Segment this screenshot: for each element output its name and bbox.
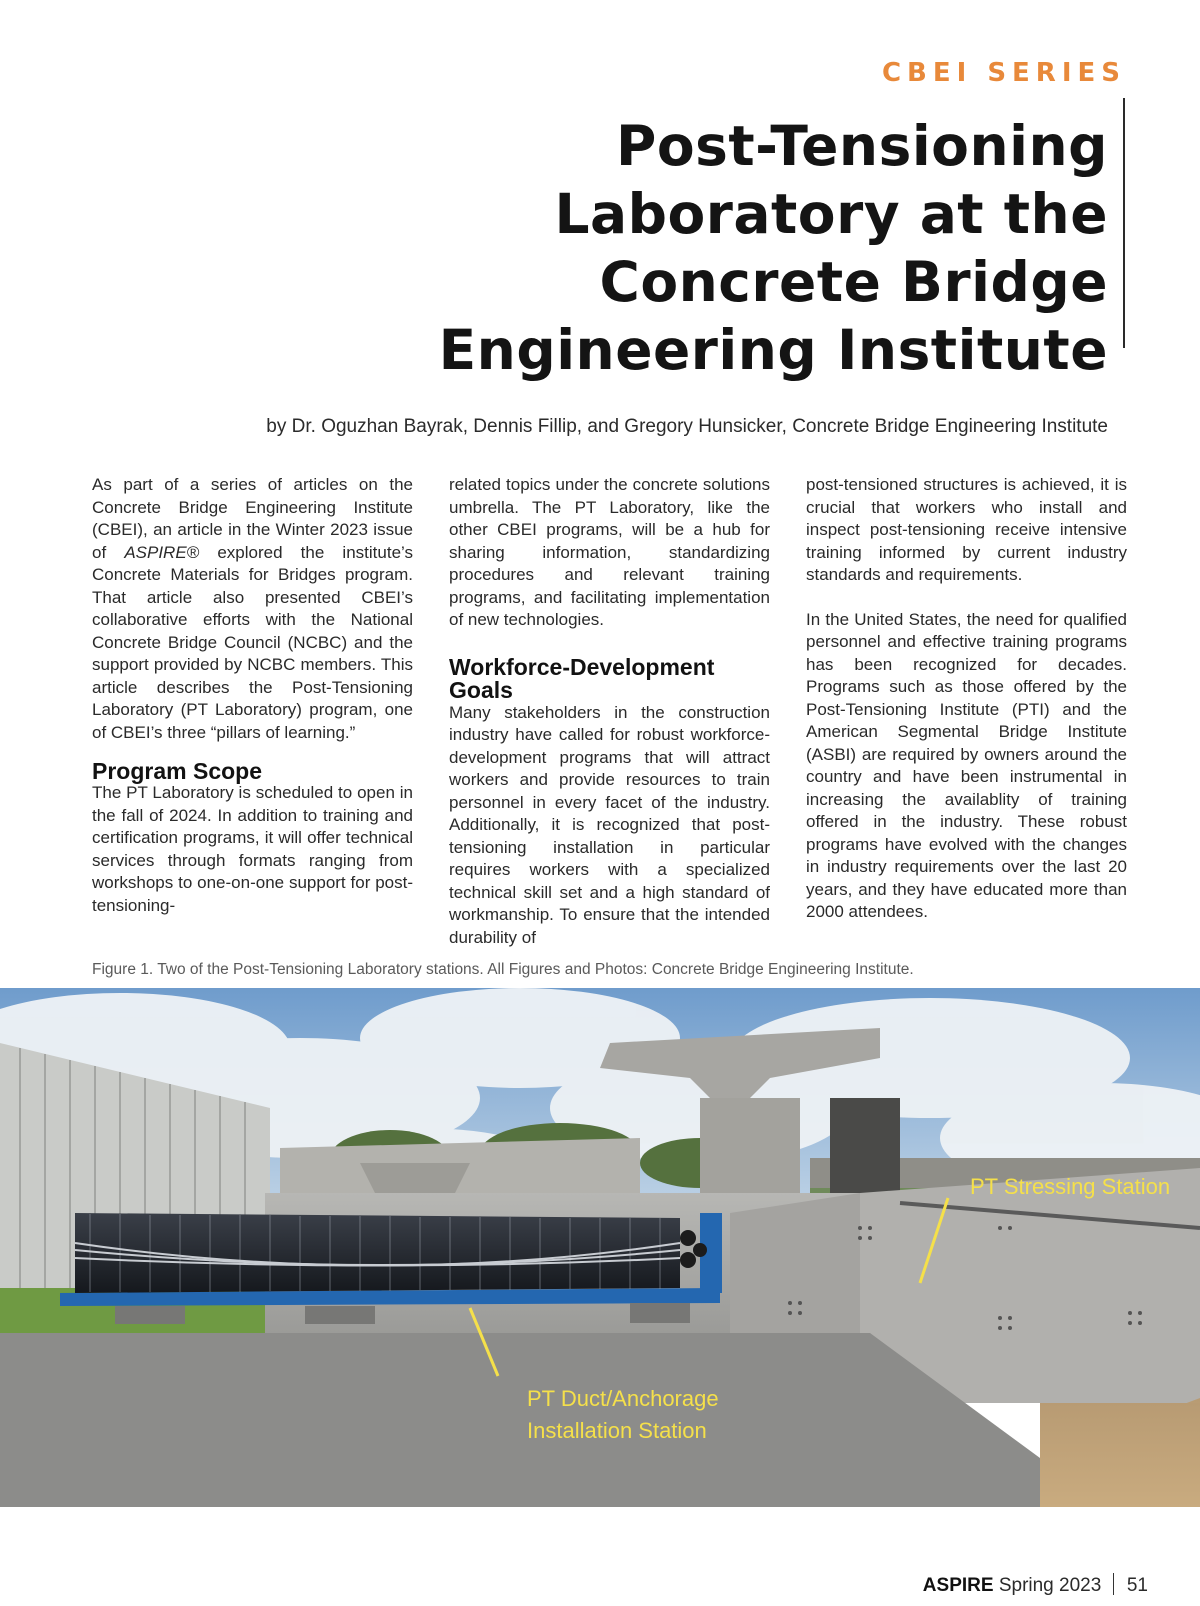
title-line: Post-Tensioning xyxy=(616,114,1108,178)
byline: by Dr. Oguzhan Bayrak, Dennis Fillip, and Gregory Hunsicker, Concrete Bridge Engineering Institute xyxy=(266,416,1108,437)
title-line: Concrete Bridge xyxy=(599,250,1108,314)
figure-1-render xyxy=(0,988,1200,1507)
history-paragraph: In the United States, the need for qualified personnel and effective training programs has been recognized for decades. Programs such as those offered by the Post-Tensioning Institute (PTI) and the American Segmental Bridge Institute (ASBI) are required by owners around the country and have been instrumental in increasing the availablity of training offered in the industry. These robust programs have evolved with the changes in industry requirements over the last 20 years, and they have educated more than 2000 attendees. xyxy=(806,609,1127,921)
intro-text: As part of a series of articles on the Concrete Bridge Engineering Institute (CBEI), an article in the Winter 2023 issue of xyxy=(92,475,413,562)
figure-caption: Figure 1. Two of the Post-Tensioning Laboratory stations. All Figures and Photos: Concrete Bridge Engineering Institute. xyxy=(92,961,914,978)
column-3 xyxy=(806,474,1127,940)
continued-paragraph: post-tensioned structures is achieved, it is crucial that workers who install and inspect post-tensioning receive intensive training informed by current industry standards and requirements. xyxy=(806,475,1127,584)
girder-formwork xyxy=(75,1213,680,1293)
label-pt-duct-line2: Installation Station xyxy=(527,1418,707,1443)
title-line: Engineering Institute xyxy=(438,318,1108,382)
concrete-slab xyxy=(0,1333,1040,1507)
article-title xyxy=(248,112,1108,384)
magazine-name: ASPIRE xyxy=(922,1575,994,1596)
column-1 xyxy=(92,474,413,933)
heading-line: Workforce-Development xyxy=(449,653,715,680)
column-2 xyxy=(449,474,770,965)
series-label: CBEI SERIES xyxy=(881,58,1126,88)
section-heading-workforce xyxy=(449,653,770,703)
program-scope-paragraph: The PT Laboratory is scheduled to open in the fall of 2024. In addition to training and certification programs, it will offer technical services through formats ranging from workshops to one-on-one support for post-tensioning- xyxy=(92,783,413,915)
continued-paragraph: related topics under the concrete solutions umbrella. The PT Laboratory, like the other CBEI programs, will be a hub for sharing information, standardizing procedures and relevant training programs, and facilitating implementation of new technologies. xyxy=(449,475,770,629)
title-divider xyxy=(1123,98,1125,348)
page-footer xyxy=(923,1573,1148,1597)
intro-paragraph xyxy=(92,474,413,744)
page-number: 51 xyxy=(1126,1575,1148,1596)
goals-paragraph: Many stakeholders in the construction industry have called for robust workforce-development programs that will attract workers and provide resources to train personnel in every facet of the industry. Additionally, it is recognized that post-tensioning installation in particular requires workers with a specialized technical skill set and a high standard of workmanship. To ensure that the intended durability of xyxy=(449,702,770,947)
footer-divider xyxy=(1113,1573,1114,1595)
issue-label: Spring 2023 xyxy=(998,1575,1102,1596)
title-line: Laboratory at the xyxy=(554,182,1108,246)
aspire-italic: ASPIRE® xyxy=(124,542,200,562)
pt-laboratory-illustration xyxy=(0,988,1200,1507)
label-pt-stressing-station: PT Stressing Station xyxy=(970,1174,1171,1199)
heading-line: Goals xyxy=(449,676,513,703)
intro-text-cont: explored the institute’s Concrete Materials for Bridges program. That article also presented CBEI’s collaborative efforts with the National Concrete Bridge Council (NCBC) and the support provided by NCBC members. This article describes the Post-Tensioning Laboratory (PT Laboratory) program, one of CBEI’s three “pillars of learning.” xyxy=(92,542,413,742)
section-heading-program-scope: Program Scope xyxy=(92,758,262,784)
label-pt-duct-line1: PT Duct/Anchorage xyxy=(527,1386,719,1411)
